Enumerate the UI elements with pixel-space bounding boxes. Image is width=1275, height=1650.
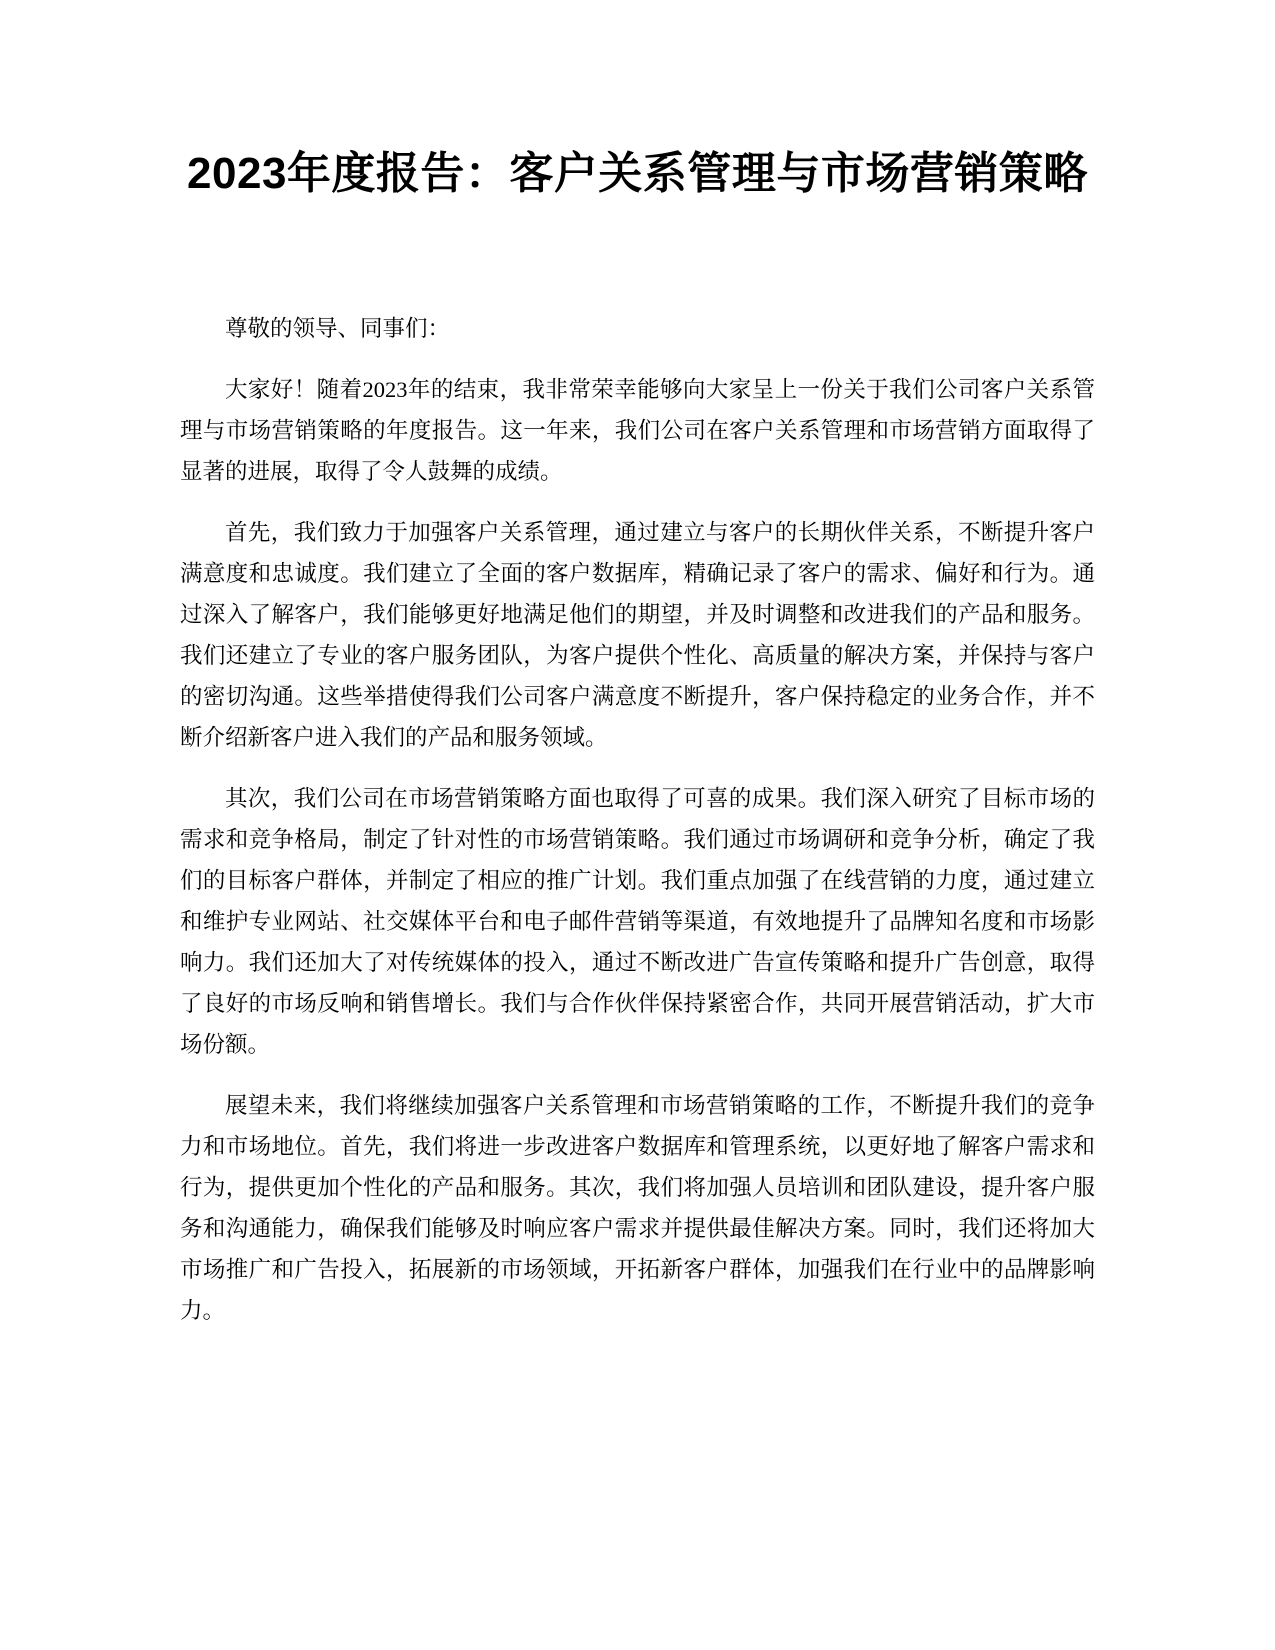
document-body [180,308,1095,1351]
paragraph-intro: 大家好！随着2023年的结束，我非常荣幸能够向大家呈上一份关于我们公司客户关系管理与市场营销策略的年度报告。这一年来，我们公司在客户关系管理和市场营销方面取得了显著的进展，取得了令人鼓舞的成绩。 [180,377,1095,484]
paragraph-customer-relationship: 首先，我们致力于加强客户关系管理，通过建立与客户的长期伙伴关系，不断提升客户满意度和忠诚度。我们建立了全面的客户数据库，精确记录了客户的需求、偏好和行为。通过深入了解客户，我们能够更好地满足他们的期望，并及时调整和改进我们的产品和服务。我们还建立了专业的客户服务团队，为客户提供个性化、高质量的解决方案，并保持与客户的密切沟通。这些举措使得我们公司客户满意度不断提升，客户保持稳定的业务合作，并不断介绍新客户进入我们的产品和服务领域。 [180,520,1095,750]
salutation: 尊敬的领导、同事们： [225,316,451,341]
paragraph-marketing-strategy: 其次，我们公司在市场营销策略方面也取得了可喜的成果。我们深入研究了目标市场的需求和竞争格局，制定了针对性的市场营销策略。我们通过市场调研和竞争分析，确定了我们的目标客户群体，并制定了相应的推广计划。我们重点加强了在线营销的力度，通过建立和维护专业网站、社交媒体平台和电子邮件营销等渠道，有效地提升了品牌知名度和市场影响力。我们还加大了对传统媒体的投入，通过不断改进广告宣传策略和提升广告创意，取得了良好的市场反响和销售增长。我们与合作伙伴保持紧密合作，共同开展营销活动，扩大市场份额。 [180,786,1095,1057]
paragraph-outlook: 展望未来，我们将继续加强客户关系管理和市场营销策略的工作，不断提升我们的竞争力和市场地位。首先，我们将进一步改进客户数据库和管理系统，以更好地了解客户需求和行为，提供更加个性化的产品和服务。其次，我们将加强人员培训和团队建设，提升客户服务和沟通能力，确保我们能够及时响应客户需求并提供最佳解决方案。同时，我们还将加大市场推广和广告投入，拓展新的市场领域，开拓新客户群体，加强我们在行业中的品牌影响力。 [180,1093,1095,1323]
document-title: 2023年度报告：客户关系管理与市场营销策略 [187,149,1088,198]
